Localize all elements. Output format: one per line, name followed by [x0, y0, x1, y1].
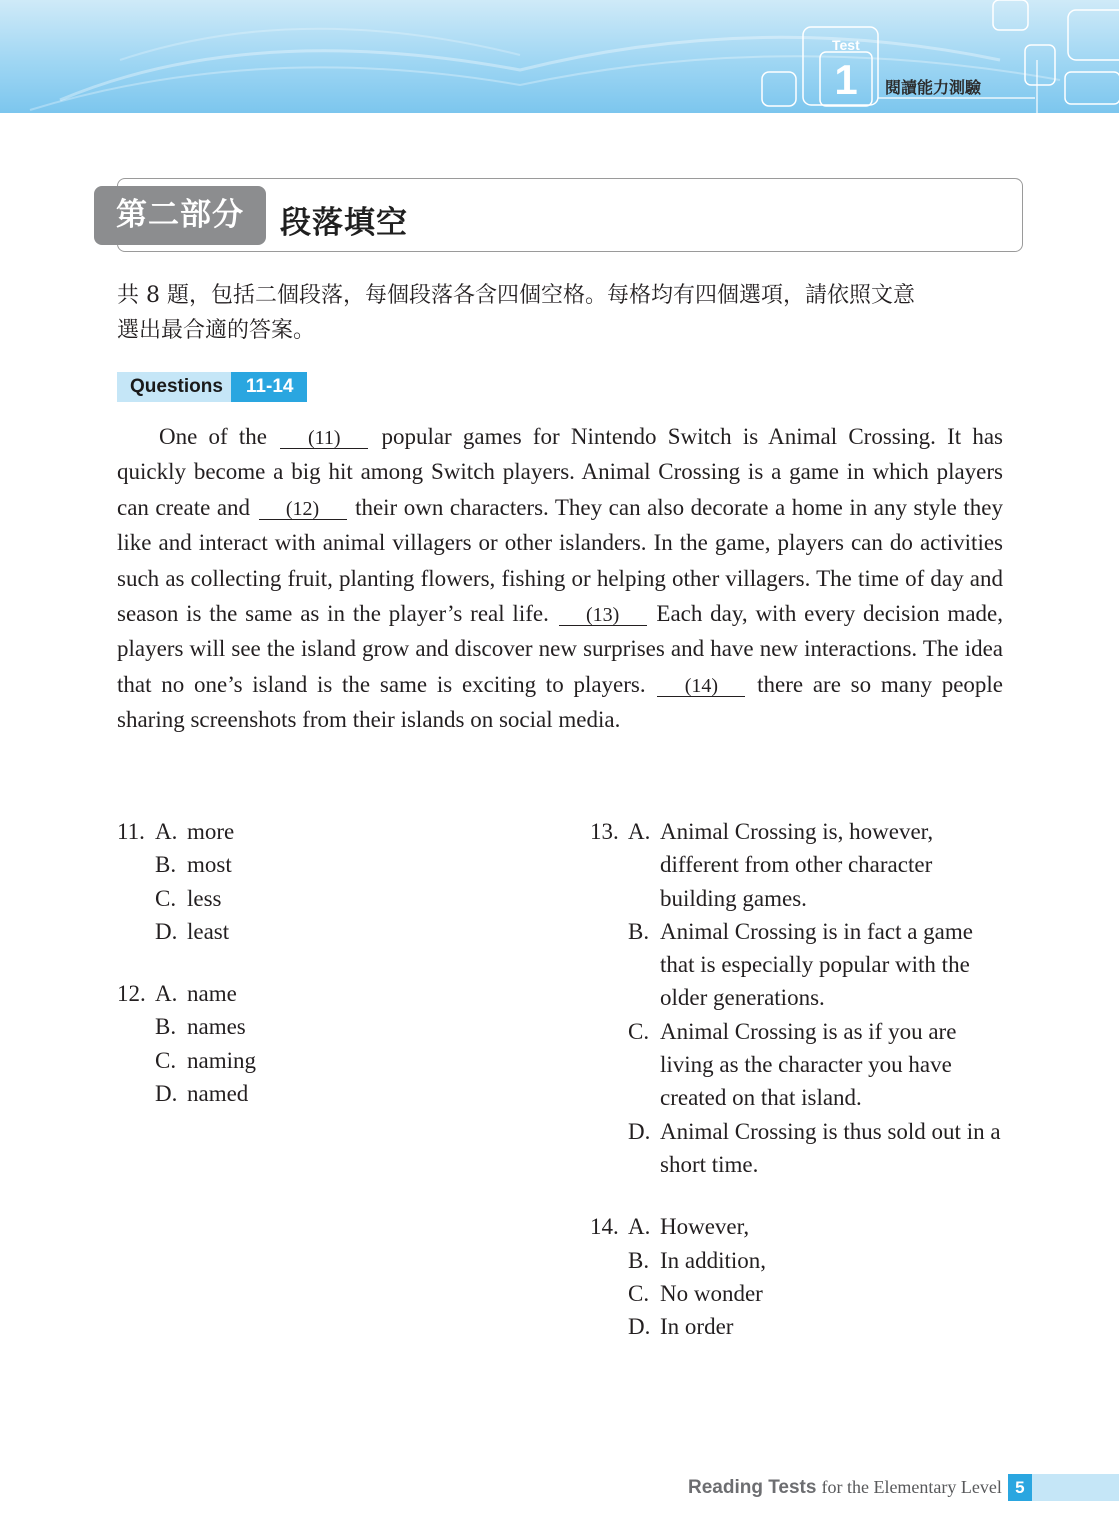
questions-right-column	[590, 815, 1010, 1372]
option-letter: C.	[628, 1280, 650, 1306]
option-text: named	[187, 1081, 249, 1107]
questions-left-column	[117, 815, 517, 1139]
option-text: Animal Crossing is as if you are living as the character you have created on that island.	[660, 1018, 957, 1111]
instructions-line-1: 共 8 題，包括二個段落，每個段落各含四個空格。每格均有四個選項，請依照文意	[117, 283, 915, 308]
question-13	[590, 815, 1010, 1181]
option-letter: D.	[628, 1314, 651, 1340]
reading-passage	[117, 419, 1003, 738]
blank-13: (13)	[559, 605, 647, 626]
footer-accent-bar	[1027, 1474, 1119, 1501]
option-text: more	[187, 819, 235, 844]
passage-segment: Each day, with every decision made, players will see the island grow and discover new surprises and have new interactions. The idea that no one’s island is the same is exciting to players.	[117, 601, 1003, 697]
option-text: most	[187, 852, 232, 878]
option-letter: B.	[155, 852, 177, 878]
option-text: In order	[660, 1314, 734, 1340]
question-number: 13.	[590, 819, 619, 844]
blank-14: (14)	[657, 676, 745, 697]
question-number: 12.	[117, 981, 146, 1007]
option-text: Animal Crossing is in fact a game that is especially popular with the older generations.	[660, 918, 973, 1011]
option-text: name	[187, 981, 237, 1007]
option-letter: A.	[155, 981, 178, 1007]
option-text: Animal Crossing is, however, different from other character building games.	[660, 819, 934, 911]
question-number: 11.	[117, 819, 145, 844]
option-letter: A.	[628, 819, 651, 844]
passage-segment: there are so many people sharing screenshots from their islands on social media.	[117, 671, 1004, 733]
instructions	[117, 278, 1007, 348]
question-11	[117, 815, 517, 948]
passage-segment: One of the	[159, 424, 268, 449]
questions-tag-range: 11-14	[231, 372, 308, 402]
option-letter: B.	[155, 1014, 177, 1040]
test-label: Test	[832, 37, 860, 53]
option-text: least	[187, 918, 230, 944]
footer-book-subtitle: for the Elementary Level	[821, 1477, 1002, 1497]
option-letter: D.	[155, 918, 178, 944]
test-title: 閱讀能力測驗	[885, 78, 982, 97]
option-letter: B.	[628, 1247, 650, 1273]
option-text: In addition,	[660, 1247, 767, 1273]
section-title: 段落填空	[280, 205, 408, 241]
option-letter: B.	[628, 918, 650, 944]
passage-segment: their own characters. They can also decorate a home in any style they like and interact with animal villagers or other islanders. In the game, players can do activities such as collecting fruit, planting flowers, fishing or helping other villagers. The time of day and season is the same as in the player’s real life.	[117, 494, 1004, 627]
option-text: less	[187, 885, 222, 911]
option-text: However,	[660, 1214, 750, 1240]
section-tag: 第二部分	[94, 186, 266, 245]
questions-tag-label: Questions	[117, 372, 231, 402]
blank-12: (12)	[259, 499, 347, 520]
option-letter: D.	[628, 1118, 651, 1144]
header-banner	[0, 0, 1119, 113]
option-letter: A.	[155, 819, 178, 844]
questions-tag	[117, 372, 307, 402]
option-letter: C.	[155, 885, 177, 911]
passage-segment: popular games for Nintendo Switch is Animal Crossing. It has quickly become a big hit among Switch players. Animal Crossing is a game in which players can create and	[117, 424, 1004, 520]
option-letter: C.	[155, 1047, 177, 1073]
instructions-line-2: 選出最合適的答案。	[117, 318, 316, 343]
page-number: 5	[1008, 1474, 1032, 1501]
page-footer	[688, 1474, 1032, 1501]
option-text: Animal Crossing is thus sold out in a short time.	[660, 1118, 1001, 1177]
blank-11: (11)	[280, 428, 368, 449]
option-text: No wonder	[660, 1280, 763, 1306]
question-14	[590, 1210, 1010, 1343]
option-text: naming	[187, 1047, 256, 1073]
question-number: 14.	[590, 1214, 619, 1240]
option-letter: C.	[628, 1018, 650, 1044]
question-12	[117, 977, 517, 1110]
option-text: names	[187, 1014, 246, 1040]
test-number: 1	[834, 56, 858, 103]
option-letter: D.	[155, 1081, 178, 1107]
option-letter: A.	[628, 1214, 651, 1240]
footer-book-title: Reading Tests	[688, 1476, 817, 1498]
